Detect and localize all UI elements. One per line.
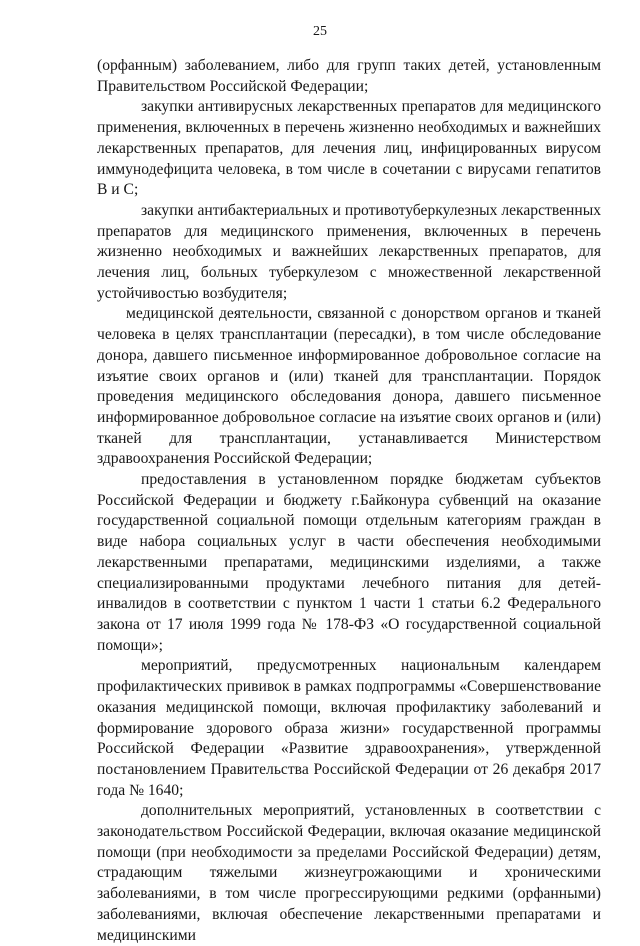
page-number: 25 — [313, 24, 327, 39]
paragraph-antibacterial-purchases: закупки антибактериальных и противотуберкулезных лекарственных препаратов для медицинского применения, включенных в перечень жизненно необходимых и важнейших лекарственных препаратов, для лечения лиц, больных туберкулезом с множественной лекарственной устойчивостью возбудителя; — [97, 201, 601, 302]
paragraph-subventions: предоставления в установленном порядке бюджетам субъектов Российской Федерации и бюджету г.Байконура субвенций на оказание государственной социальной помощи отдельным категориям граждан в виде набора социальных услуг в части обеспечения необходимыми лекарственными препаратами, медицинскими изделиями, а также специализированными продуктами лечебного питания для детей-инвалидов в соответствии с пунктом 1 части 1 статьи 6.2 Федерального закона от 17 июля 1999 года № 178-ФЗ «О государственной социальной помощи»; — [97, 471, 601, 654]
paragraph-vaccination-calendar: мероприятий, предусмотренных национальным календарем профилактических прививок в рамках подпрограммы «Совершенствование оказания медицинской помощи, включая профилактику заболеваний и формирование здорового образа жизни» государственной программы Российской Федерации «Развитие здравоохранения», утвержденной постановлением Правительства Российской Федерации от 26 декабря 2017 года № 1640; — [97, 657, 601, 799]
document-body — [97, 56, 601, 946]
paragraph-organ-donation: медицинской деятельности, связанной с донорством органов и тканей человека в целях трансплантации (пересадки), в том числе обследование донора, давшего письменное информированное добровольное согласие на изъятие своих органов и (или) тканей для трансплантации. Порядок проведения медицинского обследования донора, давшего письменное информированное добровольное согласие на изъятие своих органов и (или) тканей для трансплантации, устанавливается Министерством здравоохранения Российской Федерации; — [97, 305, 601, 468]
paragraph-continuation: (орфанным) заболеванием, либо для групп таких детей, установленным Правительством Российской Федерации; — [97, 57, 601, 95]
paragraph-antiviral-purchases: закупки антивирусных лекарственных препаратов для медицинского применения, включенных в перечень жизненно необходимых и важнейших лекарственных препаратов, для лечения лиц, инфицированных вирусом иммунодефицита человека, в том числе в сочетании с вирусами гепатитов B и C; — [97, 98, 601, 199]
paragraph-additional-measures: дополнительных мероприятий, установленных в соответствии с законодательством Российской Федерации, включая оказание медицинской помощи (при необходимости за пределами Российской Федерации) детям, страдающим тяжелыми жизнеугрожающими и хроническими заболеваниями, в том числе прогрессирующими редкими (орфанными) заболеваниями, включая обеспечение лекарственными препаратами и медицинскими — [97, 802, 601, 944]
